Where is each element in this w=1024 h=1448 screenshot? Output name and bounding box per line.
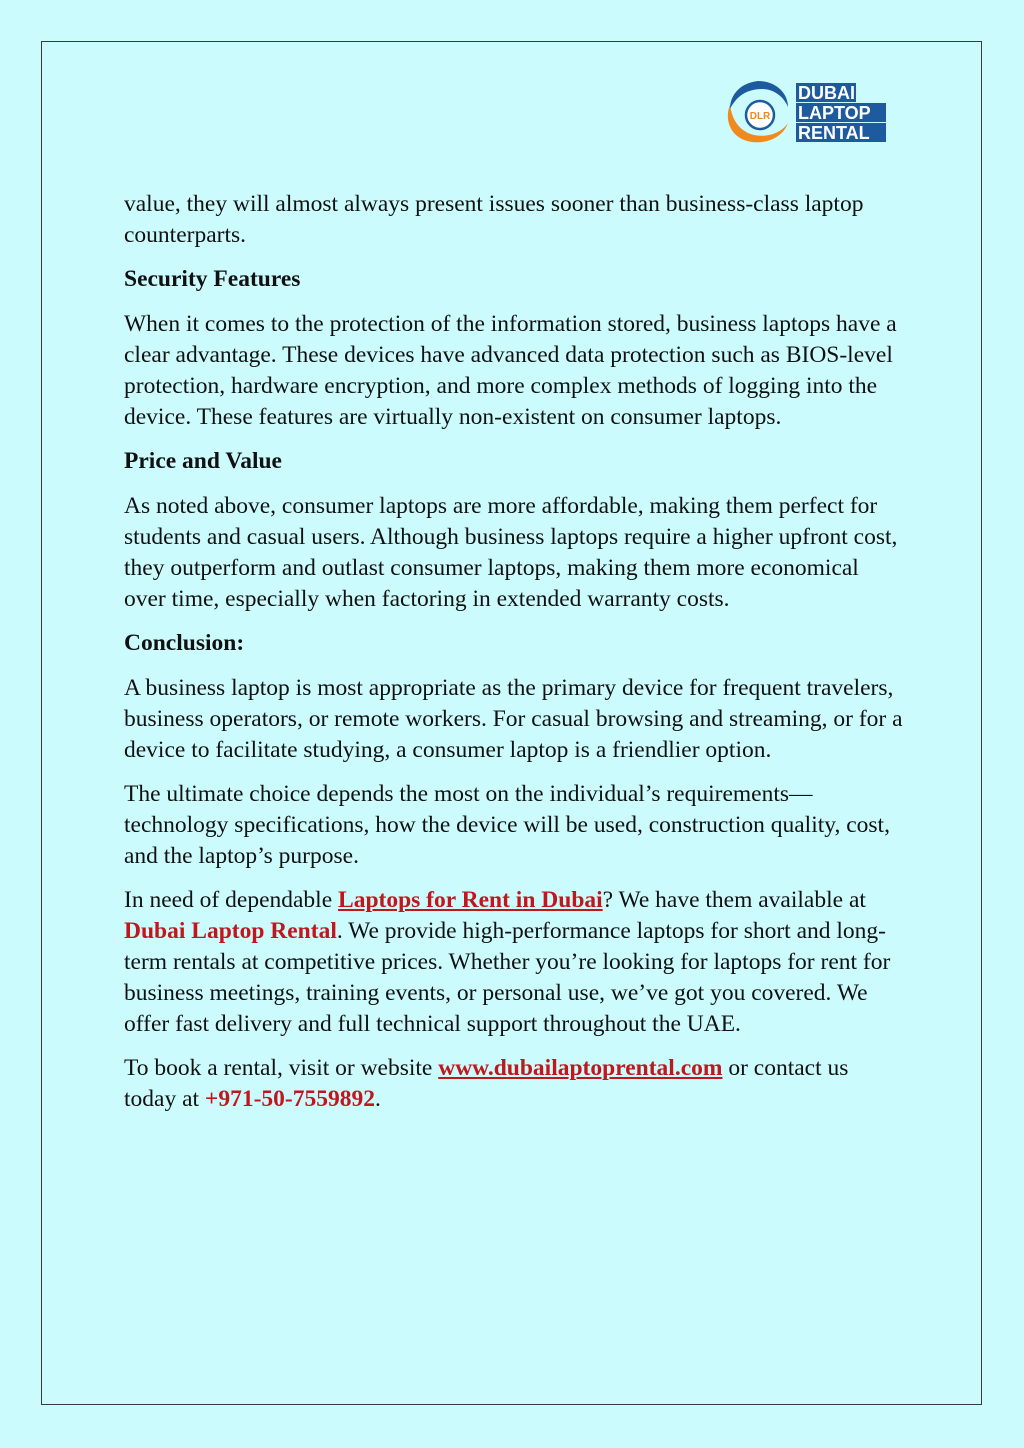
price-heading: Price and Value: [124, 448, 282, 474]
article-body: [124, 189, 904, 1128]
cta-text-after: . We provide high-performance laptops for short and long-term rentals at competitive prices. Whether you’re looking for laptops for rent for business meetings, training events, or personal use, we’ve got you covered. We offer fast delivery and full technical support throughout the UAE.: [124, 918, 891, 1037]
logo-line3: RENTAL: [798, 123, 870, 143]
conclusion-paragraph-2: The ultimate choice depends the most on the individual’s requirements—technology specifications, how the device will be used, construction quality, cost, and the laptop’s purpose.: [124, 781, 890, 869]
contact-text-before: To book a rental, visit or website: [124, 1055, 439, 1081]
logo-line2: LAPTOP: [798, 103, 871, 123]
contact-paragraph: [124, 1053, 904, 1115]
cta-text-before: In need of dependable: [124, 887, 339, 913]
security-paragraph: When it comes to the protection of the information stored, business laptops have a clear advantage. These devices have advanced data protection such as BIOS-level protection, hardware encryption, and more complex methods of logging into the device. These features are virtually non-existent on consumer laptops.: [124, 311, 897, 430]
website-link[interactable]: www.dubailaptoprental.com: [438, 1055, 723, 1081]
logo-line1: DUBAI: [798, 83, 855, 103]
price-paragraph: As noted above, consumer laptops are more affordable, making them perfect for students and casual users. Although business laptops require a higher upfront cost, they outperform and outlast consumer laptops, making them more economical over time, especially when factoring in extended warranty costs.: [124, 493, 898, 612]
intro-paragraph: value, they will almost always present issues sooner than business-class laptop counterparts.: [124, 191, 864, 248]
logo-badge-text: DLR: [749, 111, 771, 122]
conclusion-paragraph-1: A business laptop is most appropriate as the primary device for frequent travelers, business operators, or remote workers. For casual browsing and streaming, or for a device to facilitate studying, a consumer laptop is a friendlier option.: [124, 675, 903, 763]
phone-number: +971-50-7559892: [204, 1086, 375, 1112]
laptops-for-rent-link[interactable]: Laptops for Rent in Dubai: [338, 887, 603, 913]
security-heading: Security Features: [124, 266, 301, 292]
cta-paragraph: [124, 885, 904, 1040]
cta-text-mid: ? We have them available at: [602, 887, 866, 913]
contact-text-mid: or contact us today at: [124, 1055, 849, 1112]
company-logo: [722, 79, 888, 145]
conclusion-heading: Conclusion:: [124, 630, 245, 656]
brand-name: Dubai Laptop Rental: [124, 918, 337, 944]
contact-text-after: .: [374, 1086, 381, 1112]
